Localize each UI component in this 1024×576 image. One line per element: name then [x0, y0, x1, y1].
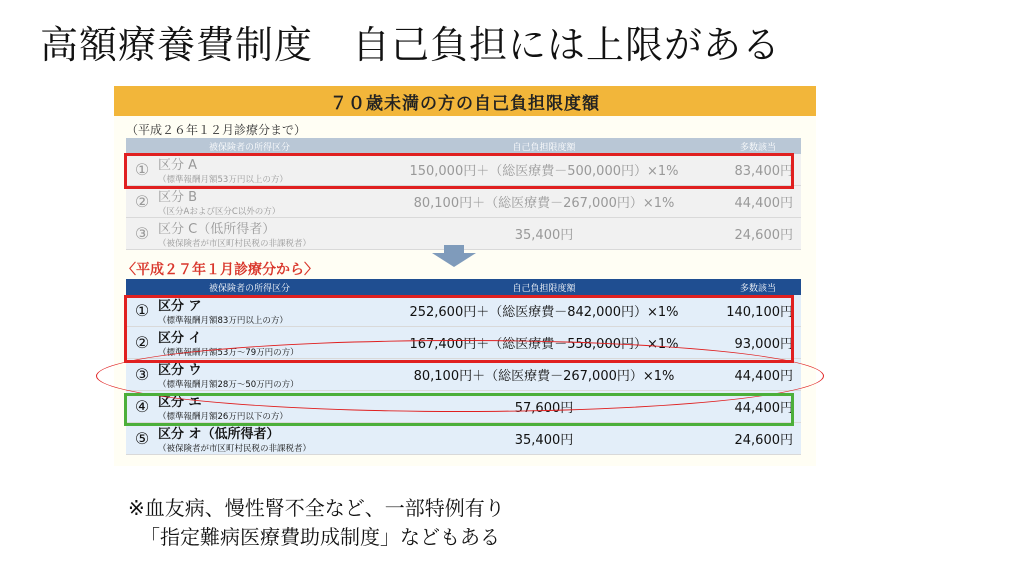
- row-category: 区分 C（低所得者）: [158, 222, 276, 237]
- row-number: ②: [134, 192, 150, 211]
- new-section-label: 〈平成２７年１月診療分から〉: [122, 262, 318, 278]
- old-section-label: （平成２６年１２月診療分まで）: [126, 123, 307, 137]
- row-amount: 44,400円: [715, 359, 801, 391]
- row-amount: 93,000円: [715, 327, 801, 359]
- header-multiple: 多数該当: [715, 138, 801, 154]
- header-limit: 自己負担限度額: [373, 279, 715, 295]
- row-category-note: （被保険者が市区町村民税の非課税者）: [158, 444, 312, 454]
- row-category: 区分 エ: [158, 395, 202, 410]
- row-category-note: （区分Aおよび区分C以外の方）: [158, 207, 281, 217]
- row-category: 区分 イ: [158, 331, 202, 346]
- row-category: 区分 B: [158, 190, 198, 205]
- header-income-class: 被保険者の所得区分: [126, 138, 373, 154]
- row-category: 区分 オ（低所得者）: [158, 427, 280, 442]
- row-number: ⑤: [134, 429, 150, 448]
- row-category: 区分 ア: [158, 299, 202, 314]
- row-category: 区分 A: [158, 158, 198, 173]
- panel-banner: ７０歳未満の方の自己負担限度額: [114, 86, 816, 116]
- row-formula: 80,100円＋（総医療費－267,000円）×1%: [373, 359, 715, 391]
- row-formula: 35,400円: [373, 218, 715, 250]
- table-header: [126, 138, 801, 154]
- row-number: ③: [134, 365, 150, 384]
- slide-title: 高額療養費制度 自己負担には上限がある: [40, 23, 782, 67]
- row-number: ③: [134, 224, 150, 243]
- footnote-line-2: 「指定難病医療費助成制度」などもある: [140, 525, 500, 549]
- highlight-old-row-a: [124, 153, 794, 189]
- row-number: ①: [134, 160, 150, 179]
- row-formula: 35,400円: [373, 423, 715, 455]
- row-category-note: （被保険者が市区町村民税の非課税者）: [158, 239, 312, 249]
- header-multiple: 多数該当: [715, 279, 801, 295]
- row-formula: 150,000円＋（総医療費－500,000円）×1%: [373, 154, 715, 186]
- down-arrow-head-icon: [432, 253, 476, 267]
- row-formula: 80,100円＋（総医療費－267,000円）×1%: [373, 186, 715, 218]
- row-number: ④: [134, 397, 150, 416]
- row-category-note: （標準報酬月額26万円以下の方）: [158, 412, 288, 422]
- row-category-note: （標準報酬月額53万円以上の方）: [158, 175, 288, 185]
- row-formula: 167,400円＋（総医療費－558,000円）×1%: [373, 327, 715, 359]
- row-category: 区分 ウ: [158, 363, 202, 378]
- row-amount: 140,100円: [715, 295, 801, 327]
- row-category-note: （標準報酬月額83万円以上の方）: [158, 316, 288, 326]
- header-income-class: 被保険者の所得区分: [126, 279, 373, 295]
- table-header: [126, 279, 801, 295]
- row-formula: 57,600円: [373, 391, 715, 423]
- row-amount: 24,600円: [715, 218, 801, 250]
- row-amount: 83,400円: [715, 154, 801, 186]
- row-amount: 24,600円: [715, 423, 801, 455]
- footnote-line-1: ※血友病、慢性腎不全など、一部特例有り: [128, 496, 505, 520]
- header-limit: 自己負担限度額: [373, 138, 715, 154]
- row-number: ①: [134, 301, 150, 320]
- row-number: ②: [134, 333, 150, 352]
- row-amount: 44,400円: [715, 391, 801, 423]
- row-category-note: （標準報酬月額53万～79万円の方）: [158, 348, 299, 358]
- row-category-note: （標準報酬月額28万～50万円の方）: [158, 380, 299, 390]
- row-formula: 252,600円＋（総医療費－842,000円）×1%: [373, 295, 715, 327]
- footnote: [128, 494, 505, 552]
- table-row: [126, 423, 801, 455]
- table-row: [126, 186, 801, 218]
- row-amount: 44,400円: [715, 186, 801, 218]
- highlight-new-row-e: [124, 393, 794, 426]
